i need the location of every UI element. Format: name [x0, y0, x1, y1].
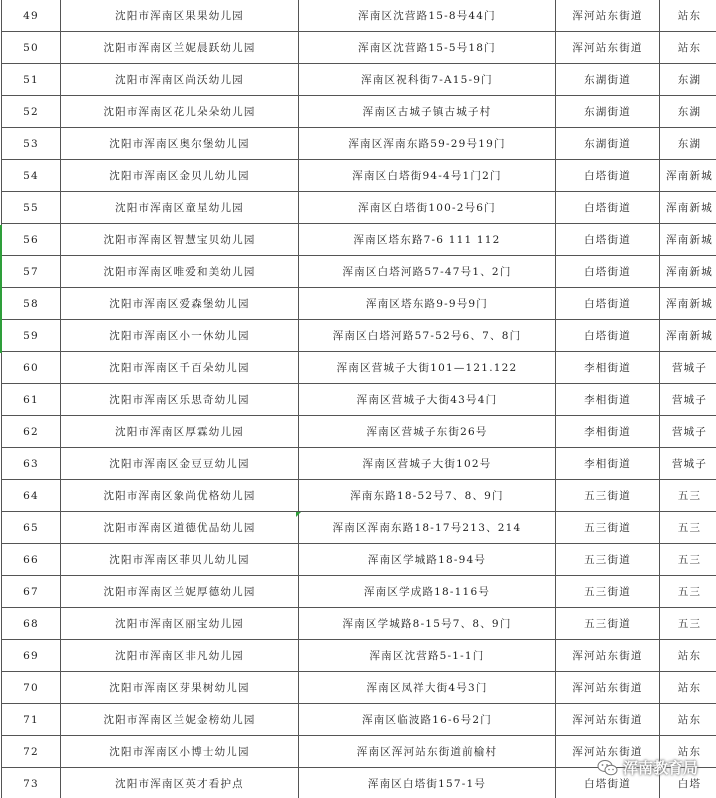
table-row	[2, 704, 716, 736]
cell-area: 浑南新城	[660, 320, 716, 352]
cell-address: 浑南区学成路18-116号	[299, 576, 556, 608]
cell-address: 浑南区古城子镇古城子村	[299, 96, 556, 128]
table-row	[2, 384, 716, 416]
cell-street: 李相街道	[556, 416, 660, 448]
cell-number: 68	[2, 608, 61, 640]
cell-kindergarten-name: 沈阳市浑南区道德优品幼儿园	[61, 512, 299, 544]
cell-number: 50	[2, 32, 61, 64]
cell-kindergarten-name: 沈阳市浑南区金贝儿幼儿园	[61, 160, 299, 192]
cell-kindergarten-name: 沈阳市浑南区智慧宝贝幼儿园	[61, 224, 299, 256]
table-row	[2, 448, 716, 480]
cell-area: 浑南新城	[660, 224, 716, 256]
cell-address: 浑南区白塔河路57-47号1、2门	[299, 256, 556, 288]
cell-street: 浑河站东街道	[556, 640, 660, 672]
cell-street: 东湖街道	[556, 96, 660, 128]
cell-kindergarten-name: 沈阳市浑南区童星幼儿园	[61, 192, 299, 224]
cell-kindergarten-name: 沈阳市浑南区花儿朵朵幼儿园	[61, 96, 299, 128]
table-row	[2, 0, 716, 32]
cell-address: 浑南区白塔街94-4号1门2门	[299, 160, 556, 192]
cell-kindergarten-name: 沈阳市浑南区金豆豆幼儿园	[61, 448, 299, 480]
cell-number: 64	[2, 480, 61, 512]
table-row	[2, 352, 716, 384]
cell-number: 58	[2, 288, 61, 320]
cell-area: 站东	[660, 0, 716, 32]
cell-area: 浑南新城	[660, 256, 716, 288]
cell-number: 59	[2, 320, 61, 352]
cell-address: 浑南区临波路16-6号2门	[299, 704, 556, 736]
cell-street: 李相街道	[556, 352, 660, 384]
cell-street: 浑河站东街道	[556, 672, 660, 704]
cell-street: 浑河站东街道	[556, 736, 660, 768]
table-row	[2, 544, 716, 576]
cell-street: 白塔街道	[556, 224, 660, 256]
cell-area: 站东	[660, 640, 716, 672]
cell-address: 浑南区白塔街157-1号	[299, 768, 556, 798]
cell-address: 浑南区塔东路9-9号9门	[299, 288, 556, 320]
cell-street: 白塔街道	[556, 192, 660, 224]
table-row	[2, 320, 716, 352]
cell-comment-marker	[296, 512, 301, 517]
cell-number: 60	[2, 352, 61, 384]
cell-kindergarten-name: 沈阳市浑南区千百朵幼儿园	[61, 352, 299, 384]
cell-number: 71	[2, 704, 61, 736]
cell-area: 营城子	[660, 448, 716, 480]
cell-street: 白塔街道	[556, 768, 660, 798]
cell-kindergarten-name: 沈阳市浑南区爱森堡幼儿园	[61, 288, 299, 320]
cell-area: 站东	[660, 704, 716, 736]
cell-street: 白塔街道	[556, 320, 660, 352]
table-row	[2, 64, 716, 96]
cell-street: 李相街道	[556, 384, 660, 416]
cell-street: 浑河站东街道	[556, 704, 660, 736]
cell-number: 54	[2, 160, 61, 192]
cell-kindergarten-name: 沈阳市浑南区丽宝幼儿园	[61, 608, 299, 640]
table-row	[2, 192, 716, 224]
cell-number: 56	[2, 224, 61, 256]
cell-number: 72	[2, 736, 61, 768]
table-row	[2, 576, 716, 608]
cell-kindergarten-name: 沈阳市浑南区小一休幼儿园	[61, 320, 299, 352]
table-row	[2, 416, 716, 448]
table-row	[2, 96, 716, 128]
table-row	[2, 224, 716, 256]
cell-kindergarten-name: 沈阳市浑南区芽果树幼儿园	[61, 672, 299, 704]
cell-kindergarten-name: 沈阳市浑南区唯爱和美幼儿园	[61, 256, 299, 288]
cell-address: 浑南区沈营路15-8号44门	[299, 0, 556, 32]
cell-street: 浑河站东街道	[556, 0, 660, 32]
cell-street: 浑河站东街道	[556, 32, 660, 64]
cell-address: 浑南区祝科街7-A15-9门	[299, 64, 556, 96]
cell-address: 浑南区沈营路5-1-1门	[299, 640, 556, 672]
cell-number: 70	[2, 672, 61, 704]
cell-address: 浑南区营城子大街102号	[299, 448, 556, 480]
cell-address: 浑南区学城路8-15号7、8、9门	[299, 608, 556, 640]
cell-address: 浑南区学城路18-94号	[299, 544, 556, 576]
cell-number: 52	[2, 96, 61, 128]
cell-area: 东湖	[660, 64, 716, 96]
cell-address: 浑南区营城子大街101—121.122	[299, 352, 556, 384]
cell-street: 东湖街道	[556, 64, 660, 96]
table-row	[2, 288, 716, 320]
cell-address: 浑南区沈营路15-5号18门	[299, 32, 556, 64]
cell-area: 东湖	[660, 96, 716, 128]
cell-street: 五三街道	[556, 512, 660, 544]
table-row	[2, 32, 716, 64]
table-row	[2, 672, 716, 704]
cell-street: 白塔街道	[556, 160, 660, 192]
cell-number: 65	[2, 512, 61, 544]
cell-area: 五三	[660, 576, 716, 608]
cell-area: 浑南新城	[660, 192, 716, 224]
cell-address: 浑南区浑河站东街道前榆村	[299, 736, 556, 768]
cell-address: 浑南区白塔河路57-52号6、7、8门	[299, 320, 556, 352]
cell-area: 站东	[660, 736, 716, 768]
cell-street: 五三街道	[556, 608, 660, 640]
cell-street: 李相街道	[556, 448, 660, 480]
cell-number: 62	[2, 416, 61, 448]
kindergarten-table	[1, 0, 716, 798]
cell-area: 五三	[660, 608, 716, 640]
cell-address: 浑南区塔东路7-6 111 112	[299, 224, 556, 256]
cell-street: 白塔街道	[556, 256, 660, 288]
cell-number: 67	[2, 576, 61, 608]
cell-area: 东湖	[660, 128, 716, 160]
cell-street: 东湖街道	[556, 128, 660, 160]
table-row	[2, 256, 716, 288]
table-row	[2, 640, 716, 672]
cell-number: 57	[2, 256, 61, 288]
cell-address: 浑南区凤祥大街4号3门	[299, 672, 556, 704]
cell-kindergarten-name: 沈阳市浑南区非凡幼儿园	[61, 640, 299, 672]
wechat-icon	[597, 759, 619, 777]
cell-area: 五三	[660, 480, 716, 512]
cell-number: 53	[2, 128, 61, 160]
cell-kindergarten-name: 沈阳市浑南区尚沃幼儿园	[61, 64, 299, 96]
cell-area: 五三	[660, 544, 716, 576]
cell-area: 营城子	[660, 416, 716, 448]
cell-kindergarten-name: 沈阳市浑南区奥尔堡幼儿园	[61, 128, 299, 160]
cell-kindergarten-name: 沈阳市浑南区象尚优格幼儿园	[61, 480, 299, 512]
table-body	[2, 0, 716, 798]
cell-number: 66	[2, 544, 61, 576]
watermark-text: 浑南教育局	[622, 759, 698, 777]
cell-street: 白塔街道	[556, 288, 660, 320]
cell-kindergarten-name: 沈阳市浑南区厚霖幼儿园	[61, 416, 299, 448]
cell-number: 69	[2, 640, 61, 672]
watermark	[597, 757, 698, 778]
cell-area: 营城子	[660, 384, 716, 416]
cell-number: 73	[2, 768, 61, 798]
cell-kindergarten-name: 沈阳市浑南区小博士幼儿园	[61, 736, 299, 768]
table-row	[2, 128, 716, 160]
table-row	[2, 608, 716, 640]
table-row	[2, 160, 716, 192]
cell-number: 49	[2, 0, 61, 32]
cell-street: 五三街道	[556, 576, 660, 608]
cell-area: 营城子	[660, 352, 716, 384]
cell-area: 白塔	[660, 768, 716, 798]
cell-address: 浑南区浑南东路59-29号19门	[299, 128, 556, 160]
cell-number: 51	[2, 64, 61, 96]
cell-street: 五三街道	[556, 480, 660, 512]
cell-kindergarten-name: 沈阳市浑南区乐思奇幼儿园	[61, 384, 299, 416]
table-row	[2, 480, 716, 512]
cell-address: 浑南区浑南东路18-17号213、214	[299, 512, 556, 544]
cell-address: 浑南区营城子大街43号4门	[299, 384, 556, 416]
cell-kindergarten-name: 沈阳市浑南区兰妮晨跃幼儿园	[61, 32, 299, 64]
cell-street: 五三街道	[556, 544, 660, 576]
cell-number: 63	[2, 448, 61, 480]
cell-address: 浑南东路18-52号7、8、9门	[299, 480, 556, 512]
cell-area: 站东	[660, 672, 716, 704]
cell-kindergarten-name: 沈阳市浑南区果果幼儿园	[61, 0, 299, 32]
cell-kindergarten-name: 沈阳市浑南区菲贝儿幼儿园	[61, 544, 299, 576]
cell-number: 61	[2, 384, 61, 416]
cell-area: 浑南新城	[660, 160, 716, 192]
table-row	[2, 512, 716, 544]
cell-area: 浑南新城	[660, 288, 716, 320]
cell-address: 浑南区白塔街100-2号6门	[299, 192, 556, 224]
cell-address: 浑南区营城子东街26号	[299, 416, 556, 448]
cell-kindergarten-name: 沈阳市浑南区兰妮厚德幼儿园	[61, 576, 299, 608]
cell-number: 55	[2, 192, 61, 224]
cell-kindergarten-name: 沈阳市浑南区兰妮金榜幼儿园	[61, 704, 299, 736]
cell-kindergarten-name: 沈阳市浑南区英才看护点	[61, 768, 299, 798]
cell-area: 站东	[660, 32, 716, 64]
row-selection-marker	[0, 225, 2, 353]
cell-area: 五三	[660, 512, 716, 544]
